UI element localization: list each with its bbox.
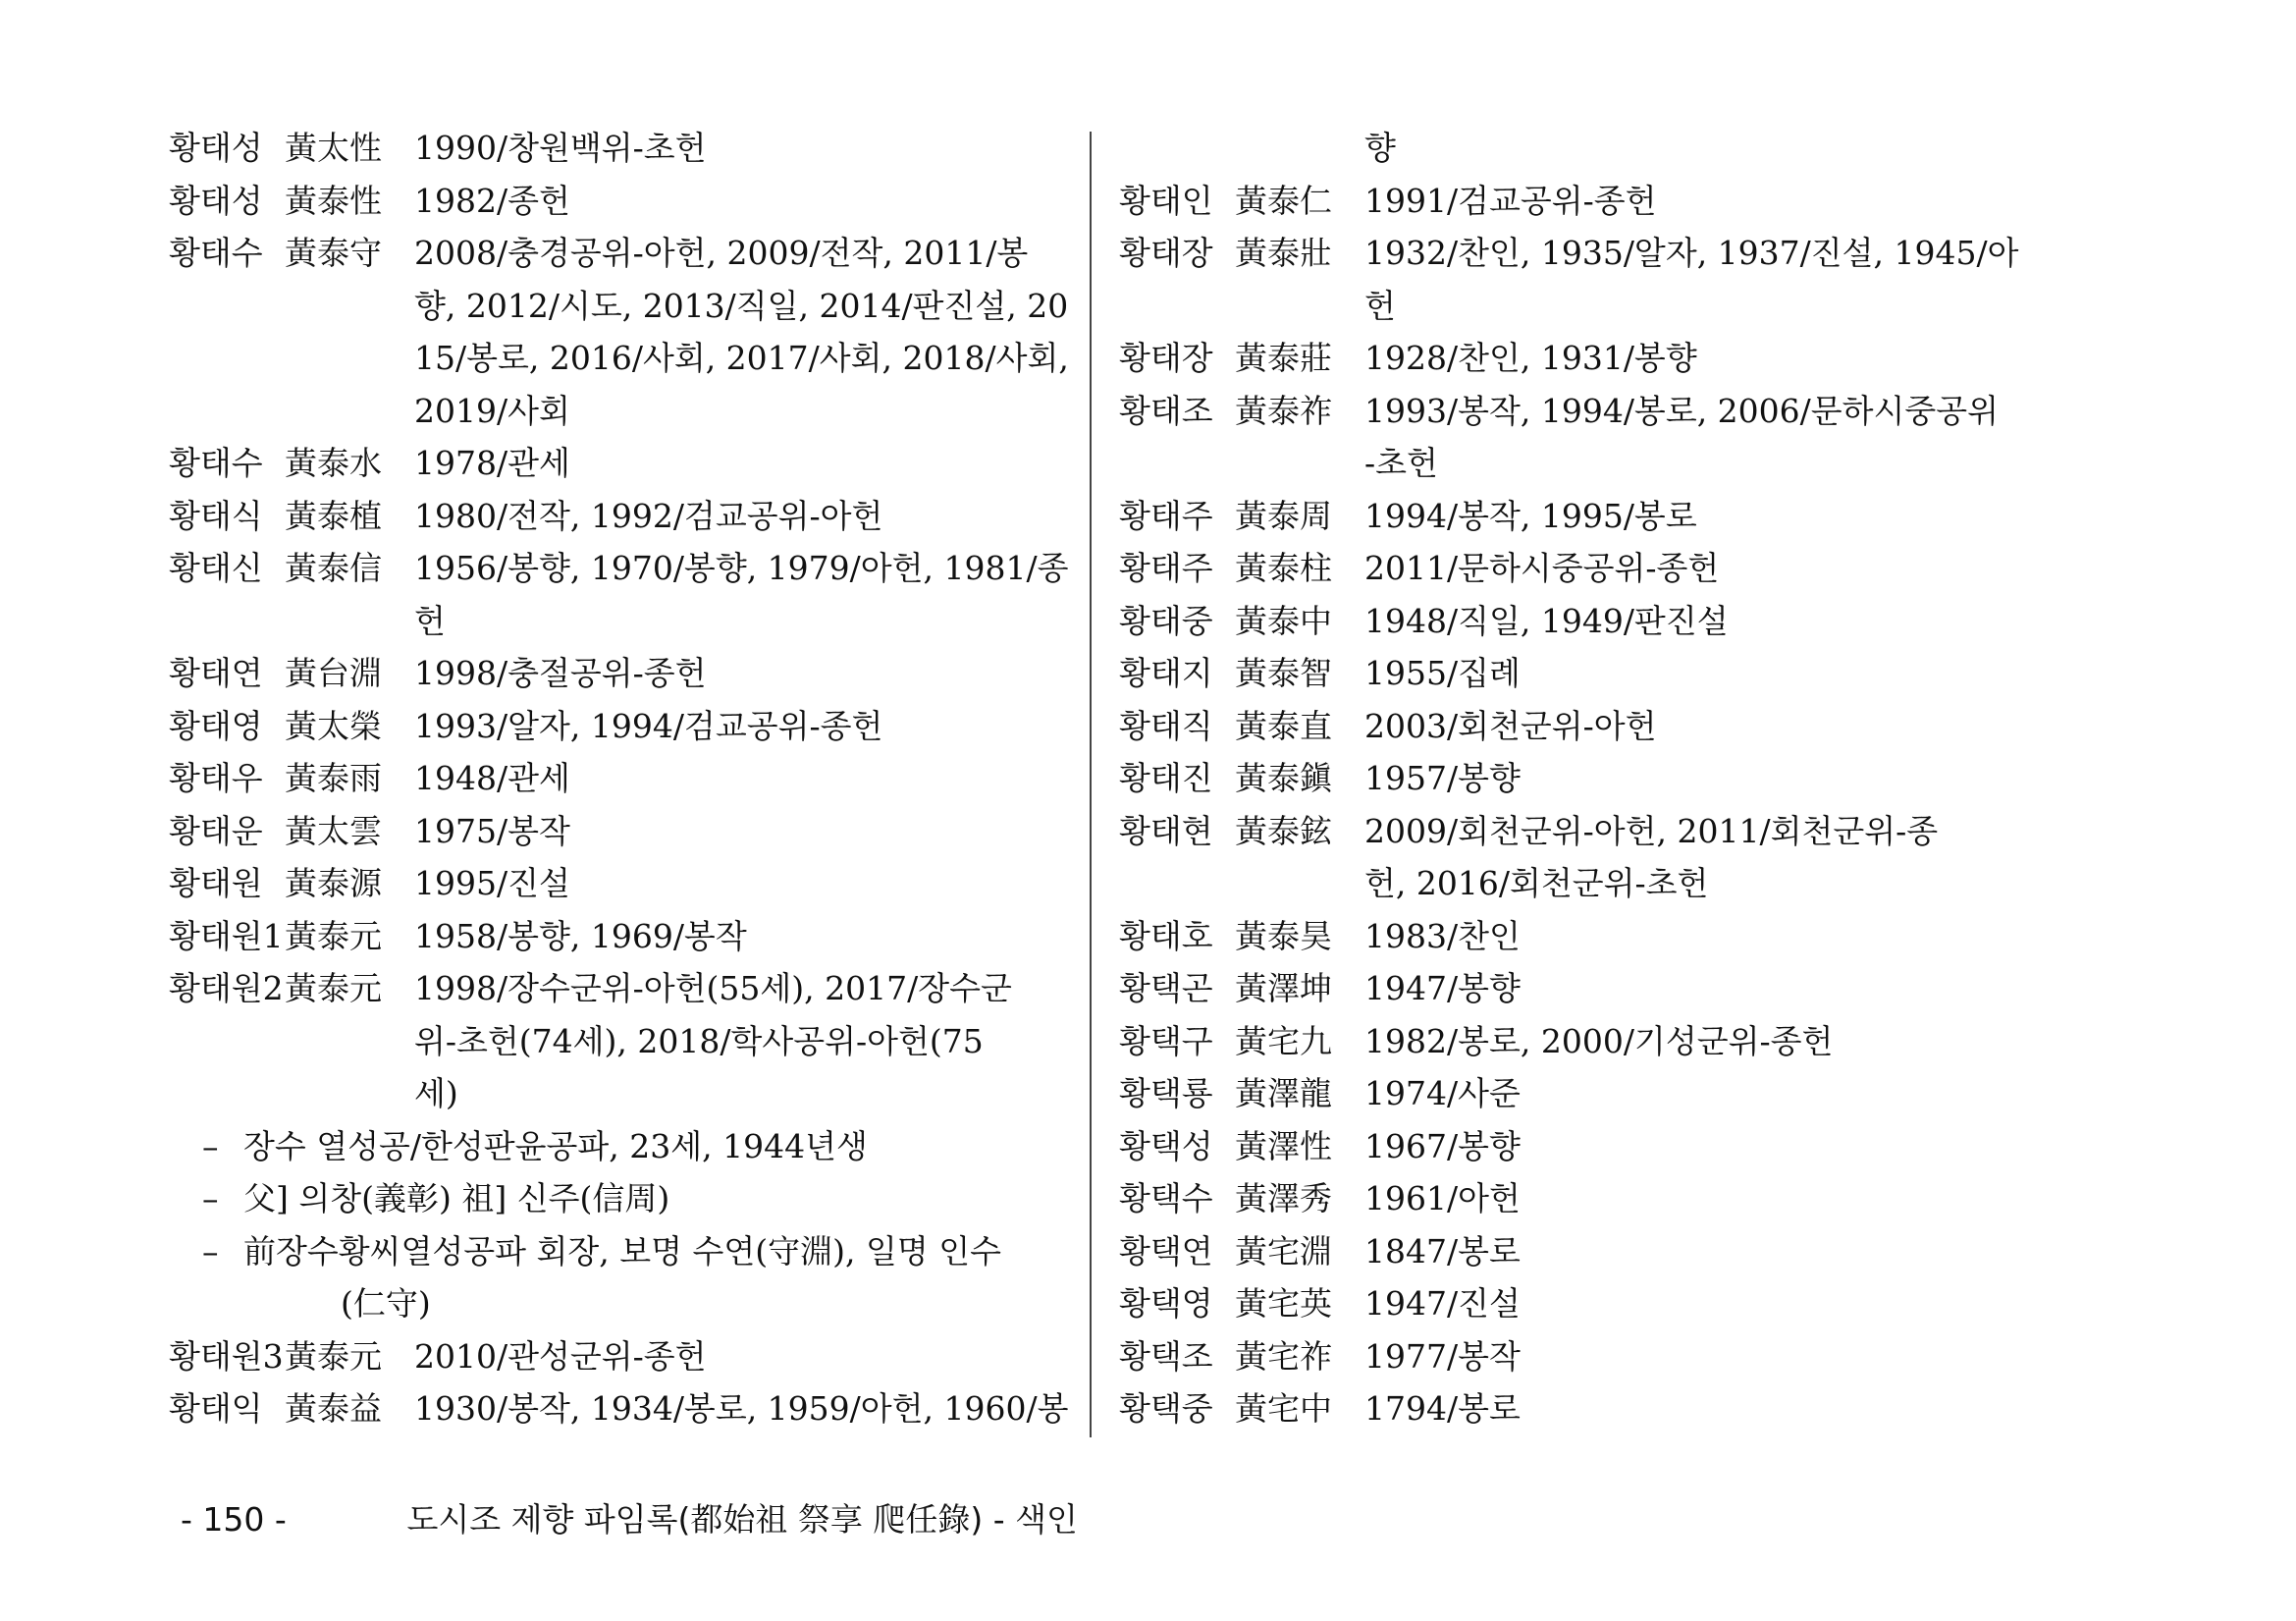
entry-hanja: 黃泰柱	[1235, 549, 1332, 587]
index-entry	[1119, 962, 2022, 1015]
index-entry	[169, 175, 1072, 228]
entry-hanja: 黃台淵	[285, 654, 382, 692]
index-entry	[1119, 490, 2022, 543]
index-note	[169, 1225, 1072, 1330]
entry-record: 1948/직일, 1949/판진설	[1364, 601, 1729, 640]
entry-record: 2003/회천군위-아헌	[1364, 706, 1657, 745]
entry-record: 1993/봉작, 1994/봉로, 2006/문하시중공위 -초헌	[1364, 391, 2000, 482]
entry-record: 1998/장수군위-아헌(55세), 2017/장수군 위-초헌(74세), 2018/학사공위-아헌(75 세)	[414, 969, 1012, 1112]
entry-record: 2010/관성군위-종헌	[414, 1336, 707, 1376]
entry-name: 황태원1	[169, 916, 284, 955]
index-entry	[169, 700, 1072, 753]
index-entry	[1119, 1172, 2022, 1225]
entry-record: 1978/관세	[414, 444, 570, 482]
entry-hanja: 黃宅淵	[1235, 1231, 1332, 1270]
entry-record: 1977/봉작	[1364, 1336, 1521, 1376]
entry-hanja: 黃泰雨	[285, 759, 382, 797]
index-entry	[1119, 332, 2022, 385]
entry-hanja: 黃泰中	[1235, 601, 1332, 640]
entry-record: 1967/봉향	[1364, 1126, 1521, 1165]
page-footer	[181, 1494, 1078, 1540]
entry-name: 황태신	[169, 549, 263, 587]
entry-record: 2009/회천군위-아헌, 2011/회천군위-종 헌, 2016/회천군위-초헌	[1364, 811, 1939, 902]
entry-hanja: 黃泰壯	[1235, 234, 1332, 272]
entry-hanja: 黃太性	[285, 129, 382, 167]
entry-record: 1982/봉로, 2000/기성군위-종헌	[1364, 1021, 1834, 1060]
index-entry	[1119, 1382, 2022, 1435]
note-dash: –	[202, 1179, 219, 1217]
entry-name: 황태영	[169, 706, 263, 745]
index-entry	[169, 805, 1072, 858]
entry-record: 1956/봉향, 1970/봉향, 1979/아헌, 1981/종 헌	[414, 549, 1069, 640]
index-entry	[1119, 910, 2022, 963]
index-entry	[169, 752, 1072, 805]
entry-record: 1961/아헌	[1364, 1179, 1521, 1217]
entry-name: 황태익	[169, 1389, 263, 1428]
entry-hanja: 黃泰鎭	[1235, 759, 1332, 797]
note-text: 前장수황씨열성공파 회장, 보명 수연(守淵), 일명 인수 (仁守)	[243, 1231, 1001, 1323]
entry-name: 황태성	[169, 129, 263, 167]
entry-record: 1993/알자, 1994/검교공위-종헌	[414, 706, 883, 745]
entry-hanja: 黃太榮	[285, 706, 382, 745]
index-entry	[1119, 1120, 2022, 1173]
index-entry	[1119, 1277, 2022, 1330]
index-entry	[1119, 1225, 2022, 1278]
index-entry	[1119, 1067, 2022, 1120]
entry-hanja: 黃宅英	[1235, 1284, 1332, 1323]
index-entry	[1119, 1015, 2022, 1068]
index-entry	[1119, 805, 2022, 910]
column-divider	[1090, 132, 1092, 1437]
entry-record: 향	[1364, 129, 1396, 167]
entry-hanja: 黃泰仁	[1235, 181, 1332, 220]
entry-record: 1928/찬인, 1931/봉향	[1364, 339, 1697, 377]
entry-hanja: 黃泰元	[285, 1336, 382, 1376]
entry-name: 황태인	[1119, 181, 1213, 220]
entry-name: 황태연	[169, 654, 263, 692]
entry-hanja: 黃澤性	[1235, 1126, 1332, 1165]
entry-hanja: 黃泰智	[1235, 654, 1332, 692]
index-entry	[169, 1330, 1072, 1383]
index-entry	[1119, 700, 2022, 753]
entry-hanja: 黃泰守	[285, 234, 382, 272]
index-entry	[169, 227, 1072, 437]
index-entry	[1119, 1330, 2022, 1383]
entry-name: 황태진	[1119, 759, 1213, 797]
entry-name: 황태수	[169, 444, 263, 482]
entry-hanja: 黃泰莊	[1235, 339, 1332, 377]
index-entry	[169, 910, 1072, 963]
entry-record: 1957/봉향	[1364, 759, 1521, 797]
index-entry	[169, 122, 1072, 175]
entry-hanja: 黃泰益	[285, 1389, 382, 1428]
entry-record: 1980/전작, 1992/검교공위-아헌	[414, 496, 883, 535]
entry-record: 1995/진설	[414, 864, 570, 902]
entry-record: 2011/문하시중공위-종헌	[1364, 549, 1720, 587]
note-dash: –	[202, 1126, 219, 1165]
note-dash: –	[202, 1231, 219, 1270]
entry-name: 황태운	[169, 811, 263, 850]
entry-continuation	[1119, 122, 2022, 175]
entry-record: 1947/진설	[1364, 1284, 1521, 1323]
index-note	[169, 1120, 1072, 1173]
entry-name: 황태중	[1119, 601, 1213, 640]
entry-name: 황태주	[1119, 549, 1213, 587]
entry-hanja: 黃泰性	[285, 181, 382, 220]
index-entry	[1119, 385, 2022, 490]
index-entry	[1119, 752, 2022, 805]
entry-hanja: 黃澤坤	[1235, 969, 1332, 1007]
index-entry	[169, 490, 1072, 543]
index-entry	[1119, 227, 2022, 332]
entry-name: 황태원2	[169, 969, 284, 1007]
entry-record: 1948/관세	[414, 759, 570, 797]
index-note	[169, 1172, 1072, 1225]
entry-name: 황택조	[1119, 1336, 1213, 1376]
entry-name: 황택수	[1119, 1179, 1213, 1217]
entry-name: 황택곤	[1119, 969, 1213, 1007]
entry-name: 황태원	[169, 864, 263, 902]
entry-name: 황태우	[169, 759, 263, 797]
entry-name: 황태주	[1119, 496, 1213, 535]
index-entry	[169, 857, 1072, 910]
index-entry	[1119, 175, 2022, 228]
entry-hanja: 黃泰元	[285, 916, 382, 955]
entry-hanja: 黃澤龍	[1235, 1074, 1332, 1112]
index-entry	[1119, 595, 2022, 648]
entry-record: 1947/봉향	[1364, 969, 1521, 1007]
entry-record: 1982/종헌	[414, 181, 570, 220]
entry-name: 황태직	[1119, 706, 1213, 745]
entry-name: 황태장	[1119, 234, 1213, 272]
right-column	[1119, 122, 2022, 1435]
entry-hanja: 黃泰鉉	[1235, 811, 1332, 850]
index-entry	[169, 962, 1072, 1120]
entry-name: 황택성	[1119, 1126, 1213, 1165]
note-text: 父] 의창(義彰) 祖] 신주(信周)	[243, 1179, 670, 1217]
entry-hanja: 黃泰直	[1235, 706, 1332, 745]
entry-name: 황태원3	[169, 1336, 284, 1376]
entry-hanja: 黃宅祚	[1235, 1336, 1332, 1376]
entry-name: 황택룡	[1119, 1074, 1213, 1112]
entry-record: 1998/충절공위-종헌	[414, 654, 707, 692]
entry-name: 황태호	[1119, 916, 1213, 955]
entry-hanja: 黃泰植	[285, 496, 382, 535]
entry-record: 1930/봉작, 1934/봉로, 1959/아헌, 1960/봉	[414, 1389, 1069, 1428]
entry-name: 황택연	[1119, 1231, 1213, 1270]
entry-record: 1794/봉로	[1364, 1389, 1521, 1428]
index-entry	[169, 647, 1072, 700]
entry-record: 1974/사준	[1364, 1074, 1521, 1112]
index-entry	[1119, 542, 2022, 595]
entry-name: 황태현	[1119, 811, 1213, 850]
left-column	[169, 122, 1072, 1435]
entry-name: 황택구	[1119, 1021, 1213, 1060]
entry-hanja: 黃泰昊	[1235, 916, 1332, 955]
entry-record: 1847/봉로	[1364, 1231, 1521, 1270]
entry-name: 황태조	[1119, 391, 1213, 430]
note-text: 장수 열성공/한성판윤공파, 23세, 1944년생	[243, 1126, 868, 1165]
entry-name: 황태성	[169, 181, 263, 220]
index-entry	[169, 542, 1072, 647]
entry-record: 1994/봉작, 1995/봉로	[1364, 496, 1697, 535]
entry-hanja: 黃澤秀	[1235, 1179, 1332, 1217]
index-entry	[169, 437, 1072, 490]
entry-name: 황태지	[1119, 654, 1213, 692]
entry-hanja: 黃宅九	[1235, 1021, 1332, 1060]
entry-hanja: 黃太雲	[285, 811, 382, 850]
entry-record: 2008/충경공위-아헌, 2009/전작, 2011/봉 향, 2012/시도, 2013/직일, 2014/판진설, 20 15/봉로, 2016/사회, 2017/사회, 2018/사회, 2019/사회	[414, 234, 1069, 430]
entry-hanja: 黃泰源	[285, 864, 382, 902]
entry-name: 황태수	[169, 234, 263, 272]
entry-hanja: 黃泰水	[285, 444, 382, 482]
book-title: 도시조 제향 파임록(都始祖 祭享 爬任錄) - 색인	[406, 1500, 1078, 1539]
index-entry	[1119, 647, 2022, 700]
entry-hanja: 黃泰信	[285, 549, 382, 587]
entry-hanja: 黃泰祚	[1235, 391, 1332, 430]
entry-record: 1932/찬인, 1935/알자, 1937/진설, 1945/아 헌	[1364, 234, 2019, 325]
entry-record: 1955/집례	[1364, 654, 1521, 692]
entry-name: 황태식	[169, 496, 263, 535]
index-entry	[169, 1382, 1072, 1435]
entry-record: 1990/창원백위-초헌	[414, 129, 707, 167]
page-number: - 150 -	[181, 1500, 287, 1539]
entry-record: 1975/봉작	[414, 811, 570, 850]
entry-hanja: 黃泰元	[285, 969, 382, 1007]
entry-name: 황택중	[1119, 1389, 1213, 1428]
entry-name: 황택영	[1119, 1284, 1213, 1323]
entry-record: 1983/찬인	[1364, 916, 1521, 955]
entry-hanja: 黃泰周	[1235, 496, 1332, 535]
entry-record: 1991/검교공위-종헌	[1364, 181, 1657, 220]
entry-hanja: 黃宅中	[1235, 1389, 1332, 1428]
entry-name: 황태장	[1119, 339, 1213, 377]
entry-record: 1958/봉향, 1969/봉작	[414, 916, 747, 955]
